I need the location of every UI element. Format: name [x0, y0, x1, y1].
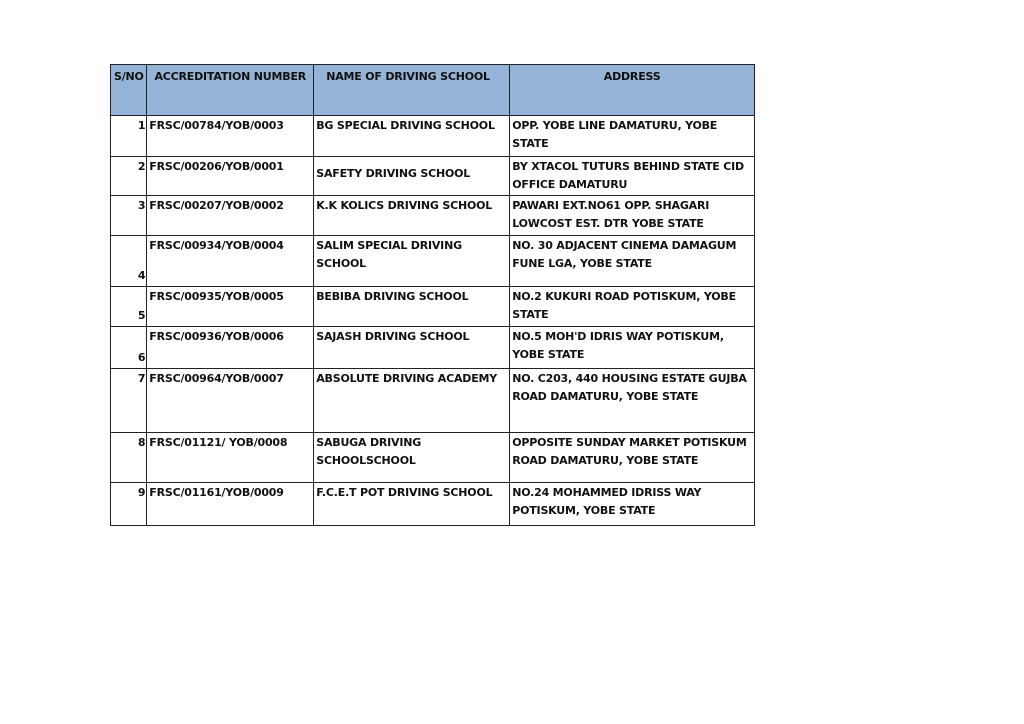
- table-row: [111, 433, 755, 483]
- row-accreditation: FRSC/00934/YOB/0004: [147, 236, 314, 287]
- table-row: [111, 236, 755, 287]
- row-accreditation: FRSC/01161/YOB/0009: [147, 483, 314, 526]
- row-accreditation: FRSC/00936/YOB/0006: [147, 327, 314, 369]
- table-body: [111, 116, 755, 526]
- row-sno: 5: [111, 287, 147, 327]
- header-address: ADDRESS: [510, 65, 755, 116]
- row-address: NO.24 MOHAMMED IDRISS WAY POTISKUM, YOBE STATE: [510, 483, 755, 526]
- row-school-name: SAFETY DRIVING SCHOOL: [314, 157, 510, 196]
- row-sno: 8: [111, 433, 147, 483]
- header-sno: S/NO: [111, 65, 147, 116]
- header-name: NAME OF DRIVING SCHOOL: [314, 65, 510, 116]
- row-address: OPP. YOBE LINE DAMATURU, YOBE STATE: [510, 116, 755, 157]
- row-address: NO.5 MOH'D IDRIS WAY POTISKUM, YOBE STATE: [510, 327, 755, 369]
- row-sno: 4: [111, 236, 147, 287]
- row-address: NO.2 KUKURI ROAD POTISKUM, YOBE STATE: [510, 287, 755, 327]
- table-row: [111, 369, 755, 433]
- row-sno: 3: [111, 196, 147, 236]
- row-sno: 6: [111, 327, 147, 369]
- row-accreditation: FRSC/00964/YOB/0007: [147, 369, 314, 433]
- driving-schools-table: [110, 64, 755, 526]
- table-row: [111, 483, 755, 526]
- row-school-name: SALIM SPECIAL DRIVING SCHOOL: [314, 236, 510, 287]
- table-row: [111, 287, 755, 327]
- row-sno: 7: [111, 369, 147, 433]
- row-school-name: ABSOLUTE DRIVING ACADEMY: [314, 369, 510, 433]
- row-accreditation: FRSC/00207/YOB/0002: [147, 196, 314, 236]
- row-address: OPPOSITE SUNDAY MARKET POTISKUM ROAD DAMATURU, YOBE STATE: [510, 433, 755, 483]
- row-sno: 1: [111, 116, 147, 157]
- row-accreditation: FRSC/00784/YOB/0003: [147, 116, 314, 157]
- row-school-name: F.C.E.T POT DRIVING SCHOOL: [314, 483, 510, 526]
- table-header: [111, 65, 755, 116]
- row-school-name: K.K KOLICS DRIVING SCHOOL: [314, 196, 510, 236]
- row-school-name: SAJASH DRIVING SCHOOL: [314, 327, 510, 369]
- row-accreditation: FRSC/00206/YOB/0001: [147, 157, 314, 196]
- table-row: [111, 196, 755, 236]
- row-address: BY XTACOL TUTURS BEHIND STATE CID OFFICE DAMATURU: [510, 157, 755, 196]
- row-address: NO. 30 ADJACENT CINEMA DAMAGUM FUNE LGA, YOBE STATE: [510, 236, 755, 287]
- row-accreditation: FRSC/01121/ YOB/0008: [147, 433, 314, 483]
- row-school-name: BEBIBA DRIVING SCHOOL: [314, 287, 510, 327]
- row-sno: 9: [111, 483, 147, 526]
- header-row: [111, 65, 755, 116]
- row-school-name: BG SPECIAL DRIVING SCHOOL: [314, 116, 510, 157]
- table-row: [111, 157, 755, 196]
- row-address: NO. C203, 440 HOUSING ESTATE GUJBA ROAD DAMATURU, YOBE STATE: [510, 369, 755, 433]
- table-row: [111, 116, 755, 157]
- header-accreditation: ACCREDITATION NUMBER: [147, 65, 314, 116]
- row-accreditation: FRSC/00935/YOB/0005: [147, 287, 314, 327]
- row-address: PAWARI EXT.NO61 OPP. SHAGARI LOWCOST EST. DTR YOBE STATE: [510, 196, 755, 236]
- row-sno: 2: [111, 157, 147, 196]
- row-school-name: SABUGA DRIVING SCHOOLSCHOOL: [314, 433, 510, 483]
- table-row: [111, 327, 755, 369]
